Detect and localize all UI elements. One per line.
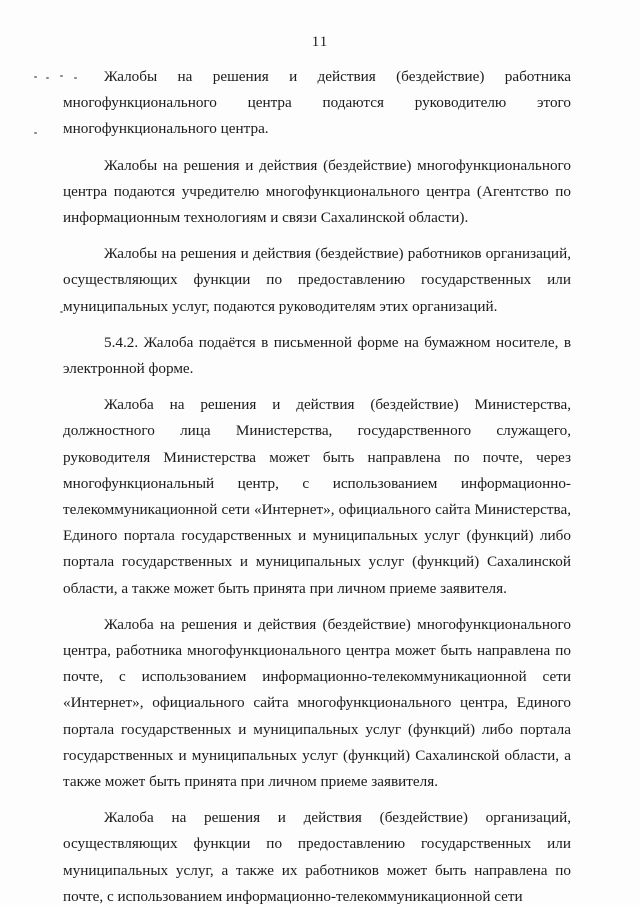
paragraph: Жалоба на решения и действия (бездействие) организаций, осуществляющих функции по предоставлению государственных или муниципальных услуг, а также их работников может быть направлена по почте, с использованием информационно-телекоммуникационной сети: [63, 809, 571, 905]
document-body: [63, 64, 571, 910]
scan-speck: [46, 77, 49, 79]
paragraph: Жалоба на решения и действия (бездействие) многофункционального центра, работника многофункционального центра может быть направлена по почте, с использованием информационно-телекоммуникационной сети «Интернет», официального сайта многофункционального центра, Единого портала государственных и муниципальных услуг (функций) либо портала государственных и муниципальных услуг (функций) Сахалинской области, а также может быть принята при личном приеме заявителя.: [63, 615, 571, 791]
scan-speck: [34, 132, 37, 134]
page-number: 11: [311, 34, 329, 50]
paragraph: 5.4.2. Жалоба подаётся в письменной форме на бумажном носителе, в электронной форме.: [63, 333, 571, 378]
scan-speck: [34, 76, 37, 78]
paragraph: Жалоба на решения и действия (бездействие) Министерства, должностного лица Министерства, государственного служащего, руководителя Министерства может быть направлена по почте, через многофункциональный центр, с использованием информационно-телекоммуникационной сети «Интернет», официального сайта Министерства, Единого портала государственных и муниципальных услуг (функций) либо портала государственных и муниципальных услуг (функций) Сахалинской области, а также может быть принята при личном приеме заявителя.: [63, 396, 571, 597]
paragraph: Жалобы на решения и действия (бездействие) многофункционального центра подаются учредителю многофункционального центра (Агентство по информационным технологиям и связи Сахалинской области).: [63, 156, 571, 227]
paragraph: Жалобы на решения и действия (бездействие) работников организаций, осуществляющих функции по предоставлению государственных или муниципальных услуг, подаются руководителям этих организаций.: [63, 245, 571, 315]
paragraph: Жалобы на решения и действия (бездействие) работника многофункционального центра подаются руководителю этого многофункционального центра.: [63, 68, 571, 138]
